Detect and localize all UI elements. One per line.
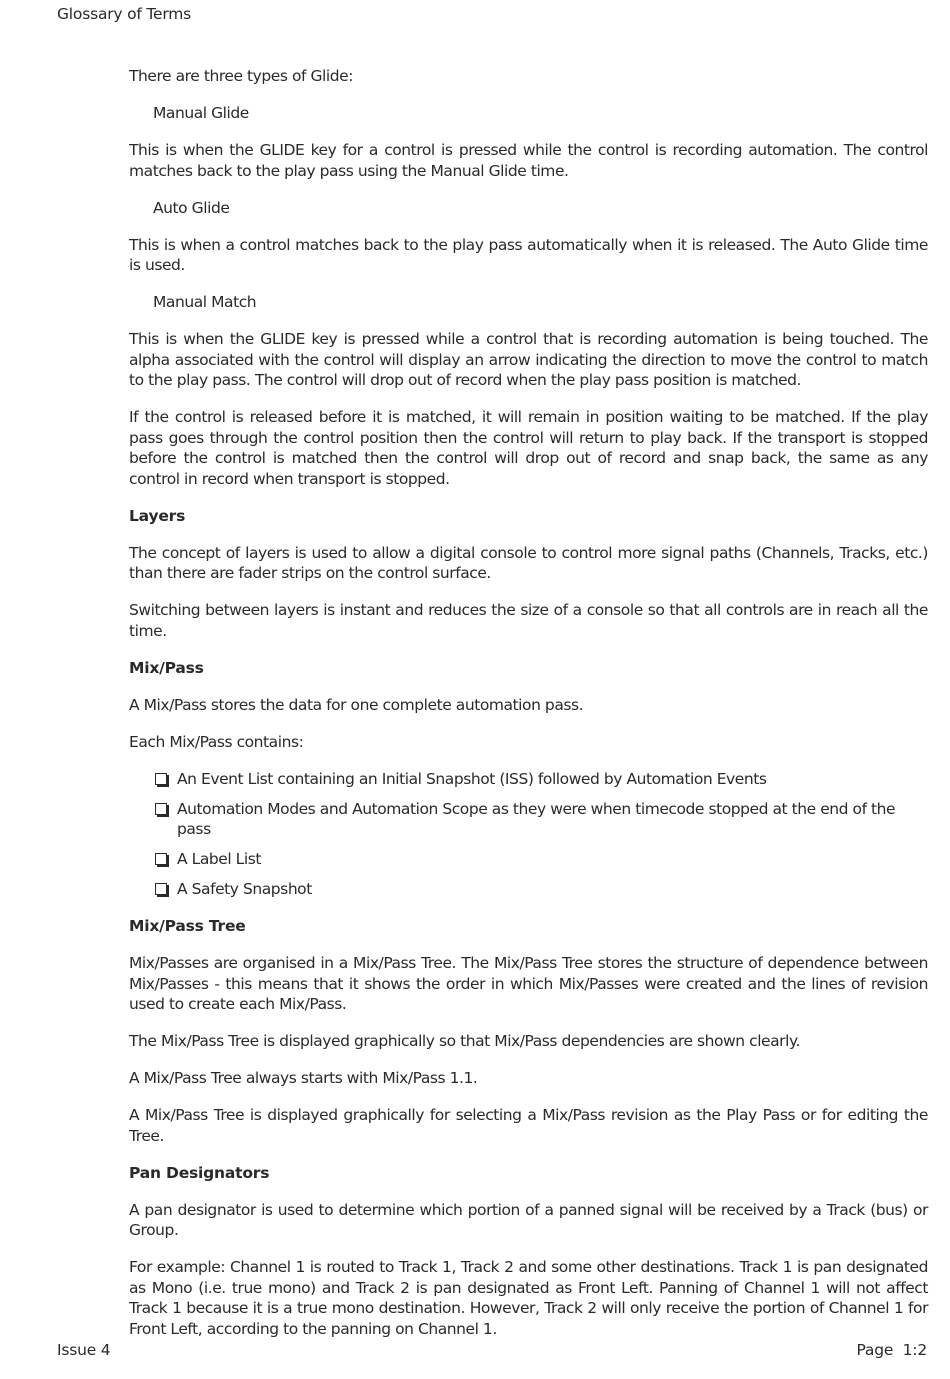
mixpass-tree-paragraph-2: The Mix/Pass Tree is displayed graphically so that Mix/Pass dependencies are shown clearly. bbox=[129, 1032, 800, 1050]
mixpass-heading: Mix/Pass bbox=[129, 658, 204, 677]
mixpass-tree-paragraph-3: A Mix/Pass Tree always starts with Mix/Pass 1.1. bbox=[129, 1069, 478, 1087]
mixpass-paragraph-2: Each Mix/Pass contains: bbox=[129, 732, 304, 751]
checkbox-bullet-icon bbox=[155, 773, 167, 785]
footer-page-number: Page 1:2 bbox=[856, 1341, 927, 1359]
pan-designators-paragraph-1: A pan designator is used to determine which portion of a panned signal will be received by a Track (bus) or Group. bbox=[129, 1200, 928, 1239]
list-item-text: A Label List bbox=[177, 850, 261, 868]
manual-match-text-1: This is when the GLIDE key is pressed while a control that is recording automation is being touched. The alpha associated with the control will display an arrow indicating the direction to move the control to match to the play pass. The control will drop out of record when the play pass position is matched. bbox=[129, 330, 928, 389]
manual-match-heading: Manual Match bbox=[153, 293, 257, 311]
layers-heading: Layers bbox=[129, 506, 186, 525]
checkbox-bullet-icon bbox=[155, 883, 167, 895]
mixpass-tree-paragraph-4: A Mix/Pass Tree is displayed graphically for selecting a Mix/Pass revision as the Play Pass or for editing the Tree. bbox=[129, 1106, 928, 1145]
checkbox-bullet-icon bbox=[155, 803, 167, 815]
pan-designators-paragraph-2: For example: Channel 1 is routed to Track 1, Track 2 and some other destinations. Track 1 is pan designated as Mono (i.e. true mono) and Track 2 is pan designated as Front Left. Panning of Channel 1 will not affect Track 1 because it is a true mono destination. However, Track 2 will only receive the portion of Channel 1 for Front Left, according to the panning on Channel 1. bbox=[129, 1258, 928, 1338]
mixpass-tree-paragraph-1: Mix/Passes are organised in a Mix/Pass Tree. The Mix/Pass Tree stores the structure of dependence between Mix/Passes - this means that it shows the order in which Mix/Passes were created and the lines of revision used to create each Mix/Pass. bbox=[129, 954, 928, 1013]
document-body bbox=[129, 66, 928, 1356]
mixpass-tree-heading: Mix/Pass Tree bbox=[129, 917, 246, 935]
footer-issue: Issue 4 bbox=[57, 1341, 111, 1359]
page-header-title: Glossary of Terms bbox=[57, 5, 192, 23]
manual-match-text-2: If the control is released before it is matched, it will remain in position waiting to be matched. If the play pass goes through the control position then the control will return to play back. If the transport is stopped before the control is matched then the control will drop out of record and snap back, the same as any control in record when transport is stopped. bbox=[129, 408, 928, 488]
manual-glide-text: This is when the GLIDE key for a control is pressed while the control is recording automation. The control matches back to the play pass using the Manual Glide time. bbox=[129, 141, 928, 180]
mixpass-contents-list bbox=[153, 769, 928, 900]
glide-intro: There are three types of Glide: bbox=[129, 67, 354, 85]
list-item bbox=[153, 879, 928, 900]
layers-paragraph-1: The concept of layers is used to allow a digital console to control more signal paths (Channels, Tracks, etc.) than there are fader strips on the control surface. bbox=[129, 543, 928, 582]
pan-designators-heading: Pan Designators bbox=[129, 1163, 270, 1182]
auto-glide-heading: Auto Glide bbox=[153, 198, 230, 217]
list-item bbox=[153, 769, 928, 790]
layers-paragraph-2: Switching between layers is instant and reduces the size of a console so that all controls are in reach all the time. bbox=[129, 601, 928, 640]
list-item-text: An Event List containing an Initial Snapshot (ISS) followed by Automation Events bbox=[177, 769, 767, 788]
list-item-text: A Safety Snapshot bbox=[177, 880, 312, 898]
auto-glide-text: This is when a control matches back to the play pass automatically when it is released. The Auto Glide time is used. bbox=[129, 235, 928, 274]
list-item-text: Automation Modes and Automation Scope as they were when timecode stopped at the end of the pass bbox=[177, 799, 896, 838]
list-item bbox=[153, 799, 928, 840]
checkbox-bullet-icon bbox=[155, 853, 167, 865]
mixpass-paragraph-1: A Mix/Pass stores the data for one complete automation pass. bbox=[129, 695, 584, 714]
list-item bbox=[153, 849, 928, 870]
manual-glide-heading: Manual Glide bbox=[153, 104, 249, 122]
